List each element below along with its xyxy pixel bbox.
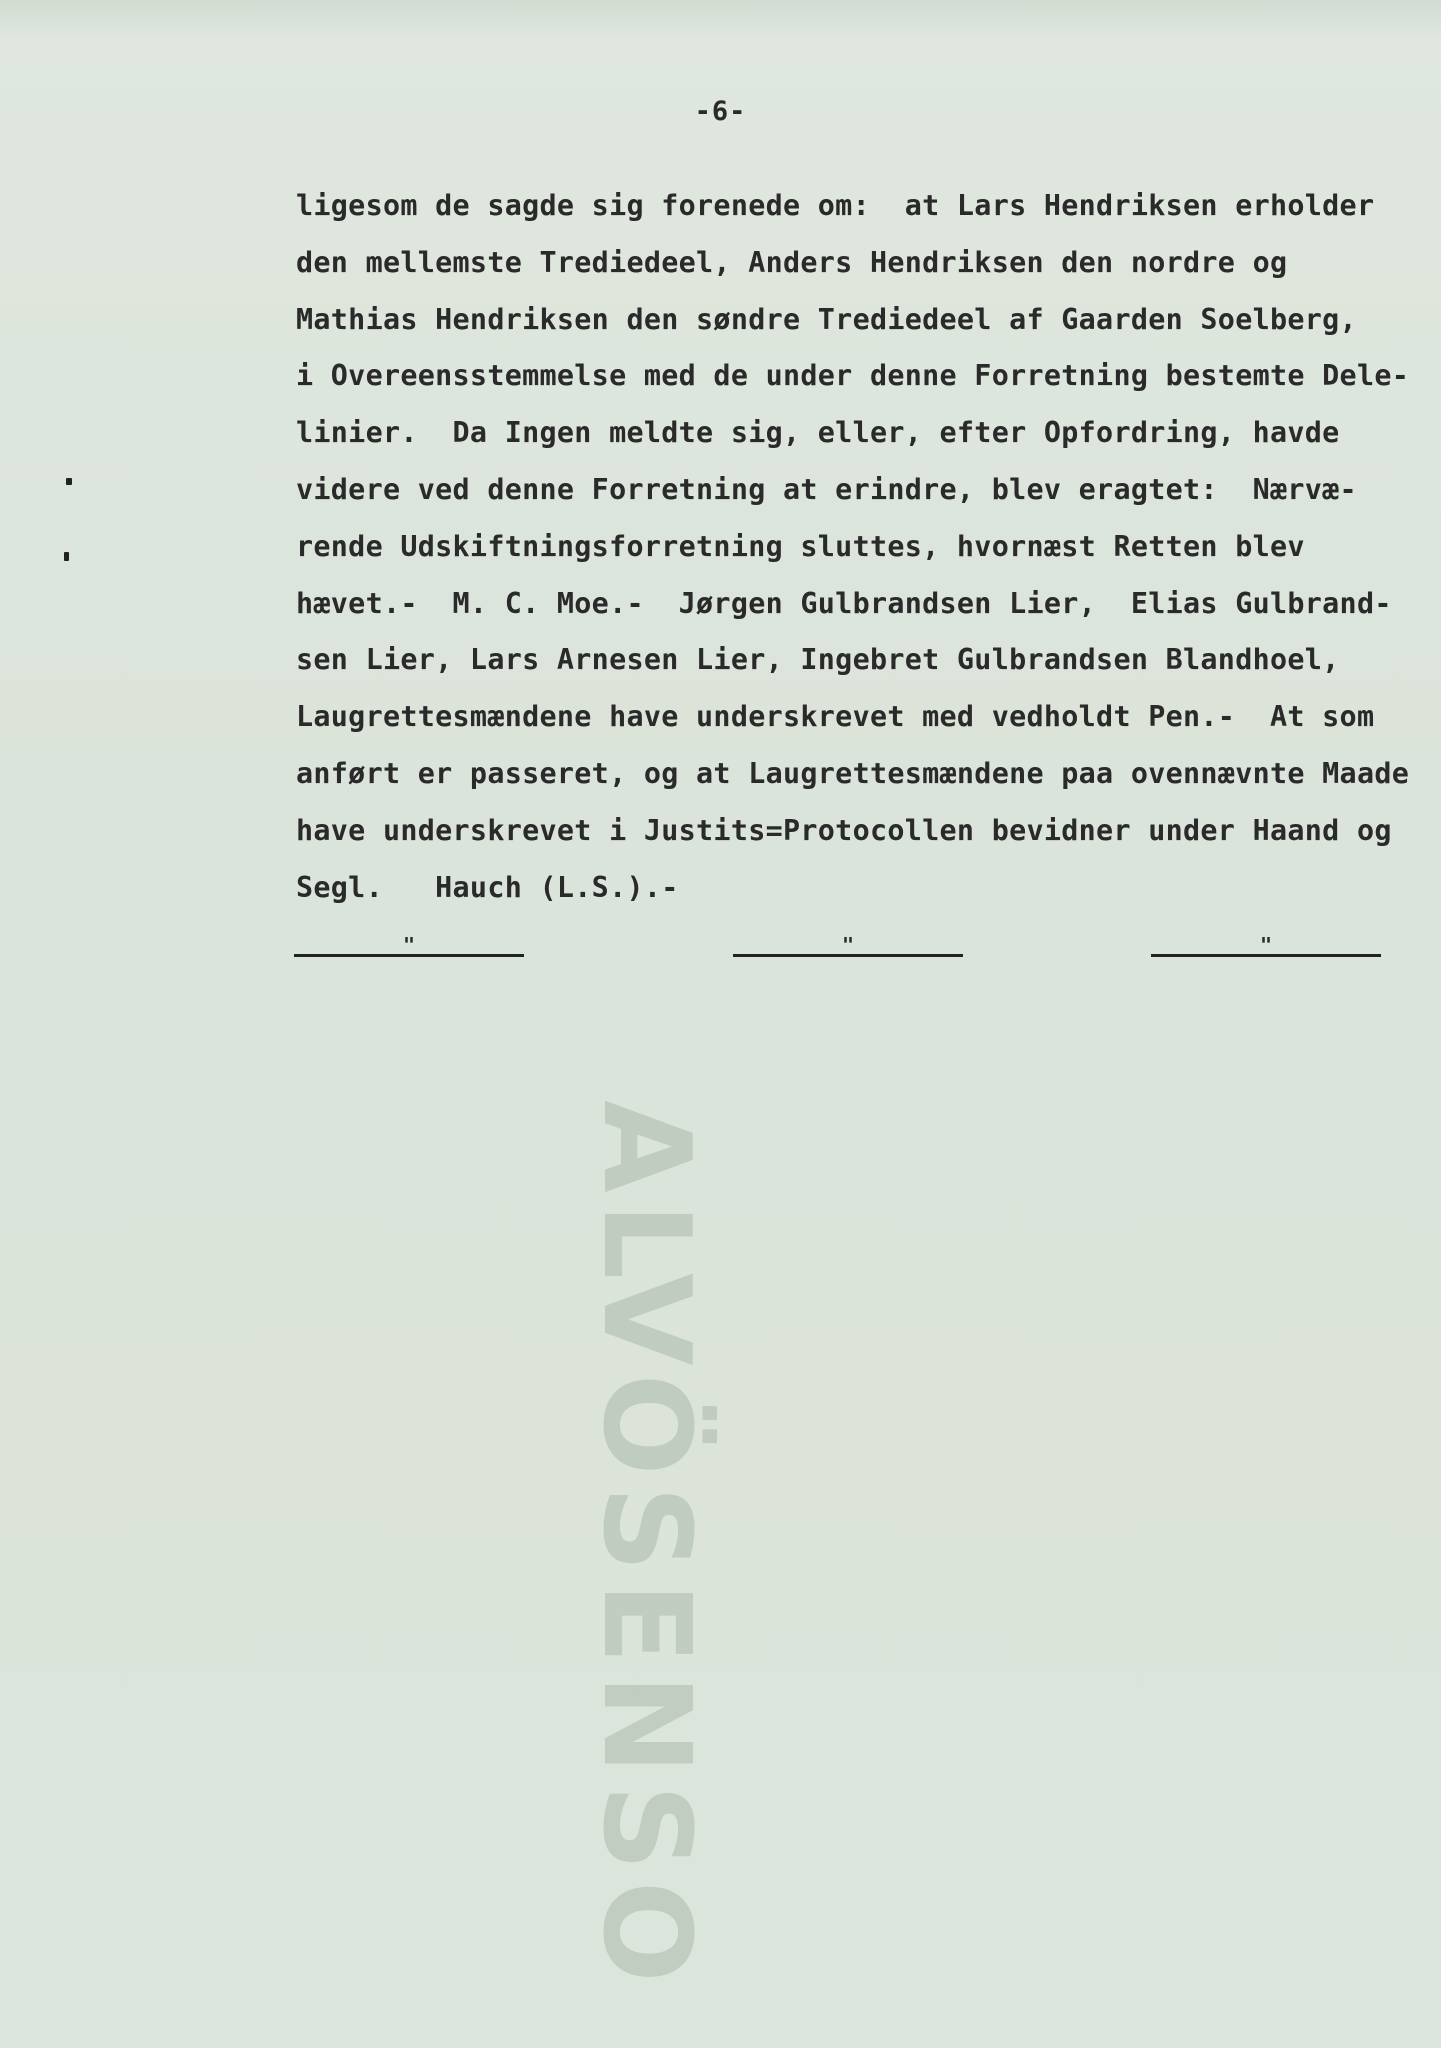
text-line: anført er passeret, og at Laugrettesmændene paa ovennævnte Maade xyxy=(296,756,1410,790)
signature-line-right: " xyxy=(1151,936,1381,957)
signature-line-left: " xyxy=(294,936,524,957)
margin-mark xyxy=(64,552,69,561)
text-line: ligesom de sagde sig forenede om: at Lars Hendriksen erholder xyxy=(296,189,1375,222)
text-line: Laugrettesmændene have underskrevet med vedholdt Pen.- At som xyxy=(296,700,1375,734)
text-line: Segl. Hauch (L.S.).- xyxy=(296,870,679,904)
signature-lines xyxy=(0,933,1441,957)
text-line: den mellemste Trediedeel, Anders Hendriksen den nordre og xyxy=(296,245,1288,279)
page-top-edge xyxy=(0,0,1441,40)
text-line: rende Udskiftningsforretning sluttes, hvornæst Retten blev xyxy=(296,529,1305,563)
signature-line-center: " xyxy=(733,936,963,957)
text-line: linier. Da Ingen meldte sig, eller, efter Opfordring, havde xyxy=(296,416,1340,450)
text-line: videre ved denne Forretning at erindre, blev eragtet: Nærvæ- xyxy=(296,472,1357,506)
watermark: ALVÖSENSO xyxy=(576,1100,715,1993)
page-number: -6- xyxy=(694,96,747,127)
text-line: have underskrevet i Justits=Protocollen bevidner under Haand og xyxy=(296,813,1392,847)
text-line: sen Lier, Lars Arnesen Lier, Ingebret Gulbrandsen Blandhoel, xyxy=(296,643,1340,677)
text-line: hævet.- M. C. Moe.- Jørgen Gulbrandsen Lier, Elias Gulbrand- xyxy=(296,586,1392,620)
document-body xyxy=(296,178,1436,916)
text-line: Mathias Hendriksen den søndre Trediedeel af Gaarden Soelberg, xyxy=(296,302,1357,336)
margin-mark xyxy=(66,478,72,485)
text-line: i Overeensstemmelse med de under denne Forretning bestemte Dele- xyxy=(296,359,1410,393)
